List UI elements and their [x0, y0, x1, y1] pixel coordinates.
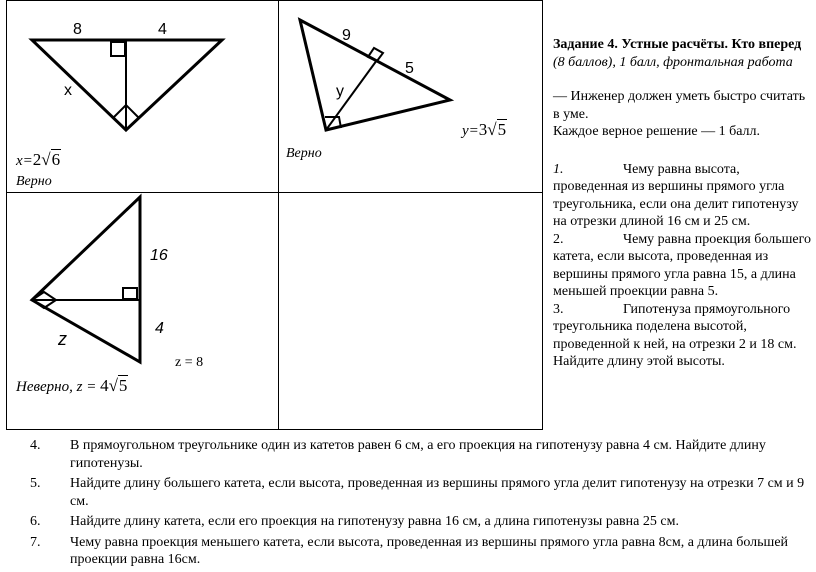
- answer-y-radicand: 5: [497, 120, 507, 139]
- answer-z-radicand: 5: [118, 376, 128, 395]
- label-8: 8: [73, 21, 82, 38]
- question-6: [30, 513, 810, 531]
- task-title: Задание 4. Устные расчёты. Кто вперед: [553, 37, 802, 52]
- answer-y: [462, 120, 507, 140]
- question-2: [553, 231, 815, 301]
- triangle-3-right-angle-mark: [123, 288, 137, 299]
- task-heading: [553, 36, 815, 71]
- triangle-figure-3: [0, 192, 280, 432]
- task-column: [553, 36, 815, 371]
- question-2-num: 2.: [553, 231, 564, 247]
- answer-x-eq: =: [22, 153, 33, 169]
- label-z: z: [58, 329, 67, 349]
- answer-x-radicand: 6: [51, 150, 61, 169]
- verdict-3: Неверно,: [16, 379, 73, 395]
- triangle-1-right-angle-mark: [111, 42, 125, 56]
- question-4: [30, 437, 810, 472]
- verdict-2: Верно: [286, 146, 322, 161]
- question-5-text: Найдите длину большего катета, если высота, проведенная из вершины прямого угла делит гипотенузу на отрезки 7 см и 9 см.: [70, 476, 805, 509]
- question-6-num: 6.: [30, 514, 41, 529]
- answer-z-coef: 4: [100, 376, 109, 395]
- sqrt-sign: √: [108, 376, 118, 395]
- bottom-question-list: [30, 437, 810, 572]
- label-16: 16: [150, 247, 168, 264]
- task-subtitle: (8 баллов), 1 балл, фронтальная работа: [553, 54, 793, 70]
- answer-x: [16, 150, 61, 170]
- answer-x-var: x: [16, 153, 23, 169]
- question-3-text: Гипотенуза прямоугольного треугольника поделена высотой, проведенной к ней, на отрезки 2 и 18 см. Найдите длину этой высоты.: [553, 301, 797, 369]
- question-3-num: 3.: [553, 301, 564, 317]
- label-y: y: [336, 83, 344, 100]
- triangle-figure-2: [270, 0, 550, 195]
- answer-y-var: y: [462, 123, 469, 139]
- answer-z-var: z: [76, 379, 83, 395]
- sqrt-sign: √: [487, 120, 497, 139]
- question-7: [30, 534, 810, 569]
- label-5: 5: [405, 60, 414, 77]
- question-1-num: 1.: [553, 161, 564, 177]
- question-4-text: В прямоугольном треугольнике один из катетов равен 6 см, а его проекция на гипотенузу равна 4 см. Найдите длину гипотенузы.: [70, 438, 766, 471]
- cell-4-empty: [278, 192, 543, 430]
- sqrt-sign: √: [41, 150, 51, 169]
- answer-z: [16, 376, 128, 396]
- question-2-text: Чему равна проекция большего катета, если высота, проведенная из вершины прямого угла равна 15, а длина меньшей проекции равна 5.: [553, 231, 812, 299]
- answer-y-coef: 3: [478, 120, 488, 139]
- task-note-1: — Инженер должен уметь быстро считать в уме.: [553, 89, 806, 122]
- answer-x-coef: 2: [32, 150, 42, 169]
- label-9: 9: [342, 27, 351, 44]
- question-4-num: 4.: [30, 438, 41, 453]
- question-5-num: 5.: [30, 476, 41, 491]
- triangle-3-shape: [32, 197, 140, 362]
- question-6-text: Найдите длину катета, если его проекция на гипотенузу равна 16 см, а длина гипотенузы равна 25 см.: [70, 514, 679, 529]
- question-3: [553, 301, 815, 371]
- question-7-num: 7.: [30, 534, 41, 550]
- task-note-2: Каждое верное решение — 1 балл.: [553, 124, 761, 139]
- answer-z-eq: =: [86, 379, 97, 395]
- question-5: [30, 475, 810, 510]
- verdict-1: Верно: [16, 174, 52, 189]
- answer-y-eq: =: [468, 123, 479, 139]
- question-1-text: Чему равна высота, проведенная из вершины прямого угла треугольника, если она делит гипотенузу на отрезки длиной 16 см и 25 см.: [553, 161, 799, 229]
- label-4: 4: [158, 21, 167, 38]
- label-4: 4: [155, 320, 164, 337]
- z-equals-8: z = 8: [175, 355, 204, 370]
- question-7-text: Чему равна проекция меньшего катета, если высота, проведенная из вершины прямого угла равна 8см, а длина большей проекции равна 16см.: [70, 534, 789, 567]
- triangle-2-shape: [300, 20, 450, 130]
- label-x: x: [64, 82, 72, 99]
- question-1: [553, 161, 815, 231]
